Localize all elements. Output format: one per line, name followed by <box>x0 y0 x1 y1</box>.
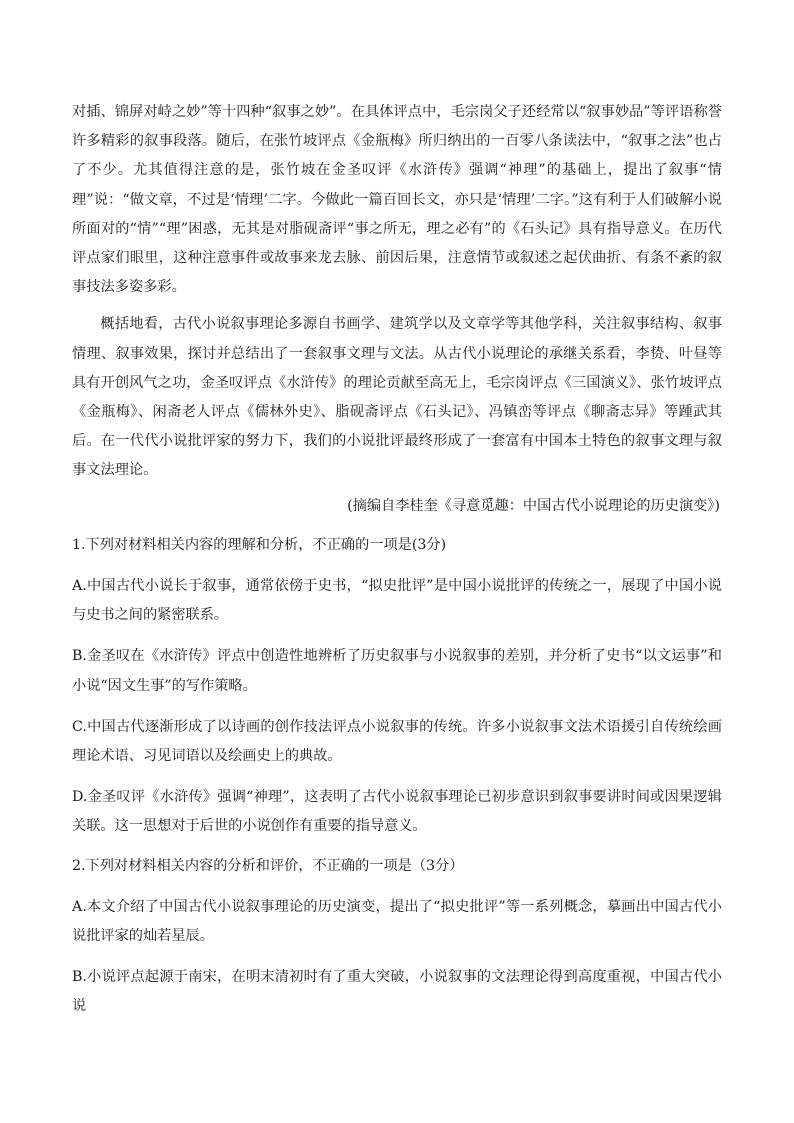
question-2 <box>72 852 722 1022</box>
question-2-option-a: A.本文介绍了中国古代小说叙事理论的历史演变，提出了“拟史批评”等一系列概念，摹画出中国古代小说批评家的灿若星辰。 <box>72 898 722 945</box>
question-1-option-a: A.中国古代小说长于叙事，通常依傍于史书，“拟史批评”是中国小说批评的传统之一，展现了中国小说与史书之间的紧密联系。 <box>72 578 722 624</box>
question-2-option-b: B.小说评点起源于南宋，在明末清初时有了重大突破，小说叙事的文法理论得到高度重视，中国古代小说 <box>72 969 722 1015</box>
body-paragraph-2: 概括地看，古代小说叙事理论多源自书画学、建筑学以及文章学等其他学科，关注叙事结构、叙事情理、叙事效果，探讨并总结出了一套叙事文理与文法。从古代小说理论的承继关系看，李贽、叶昼等具有开创风气之功，金圣叹评点《水浒传》的理论贡献至高无上，毛宗岗评点《三国演义》、张竹坡评点《金瓶梅》、闲斋老人评点《儒林外史》、脂砚斋评点《石头记》、冯镇峦等评点《聊斋志异》等踵武其后。在一代代小说批评家的努力下，我们的小说批评最终形成了一套富有中国本土特色的叙事文理与叙事文法理论。 <box>72 316 722 479</box>
question-1-option-d: D.金圣叹评《水浒传》强调“神理”，这表明了古代小说叙事理论已初步意识到叙事要讲时间或因果逻辑关联。这一思想对于后世的小说创作有重要的指导意义。 <box>72 789 722 835</box>
document-page <box>72 98 722 1022</box>
source-citation: (摘编自李桂奎《寻意觅趣：中国古代小说理论的历史演变》) <box>347 497 720 514</box>
question-2-stem: 2.下列对材料相关内容的分析和评价，不正确的一项是（3分） <box>72 857 464 874</box>
question-1-option-b: B.金圣叹在《水浒传》评点中创造性地辨析了历史叙事与小说叙事的差别，并分析了史书“以文运事”和小说“因文生事”的写作策略。 <box>72 648 722 694</box>
question-1-stem: 1.下列对材料相关内容的理解和分析，不正确的一项是(3分) <box>72 536 447 553</box>
question-1-option-c: C.中国古代逐渐形成了以诗画的创作技法评点小说叙事的传统。许多小说叙事文法术语援引自传统绘画理论术语、习见词语以及绘画史上的典故。 <box>72 718 722 765</box>
body-paragraph-1: 对插、锦屏对峙之妙”等十四种“叙事之妙”。在具体评点中，毛宗岗父子还经常以“叙事妙品”等评语称誉许多精彩的叙事段落。随后，在张竹坡评点《金瓶梅》所归纳出的一百零八条读法中，“叙事之法”也占了不少。尤其值得注意的是，张竹坡在金圣叹评《水浒传》强调“神理”的基础上，提出了叙事“情理”说：“做文章，不过是‘情理’二字。今做此一篇百回长文，亦只是‘情理’二字。”这有利于人们破解小说所面对的“情”“理”困惑，无其是对脂砚斋评“事之所无，理之必有”的《石头记》具有指导意义。在历代评点家们眼里，这种注意事件或故事来龙去脉、前因后果，注意情节或叙述之起伏曲折、有条不紊的叙事技法多姿多彩。 <box>72 104 722 296</box>
question-1 <box>72 531 722 842</box>
